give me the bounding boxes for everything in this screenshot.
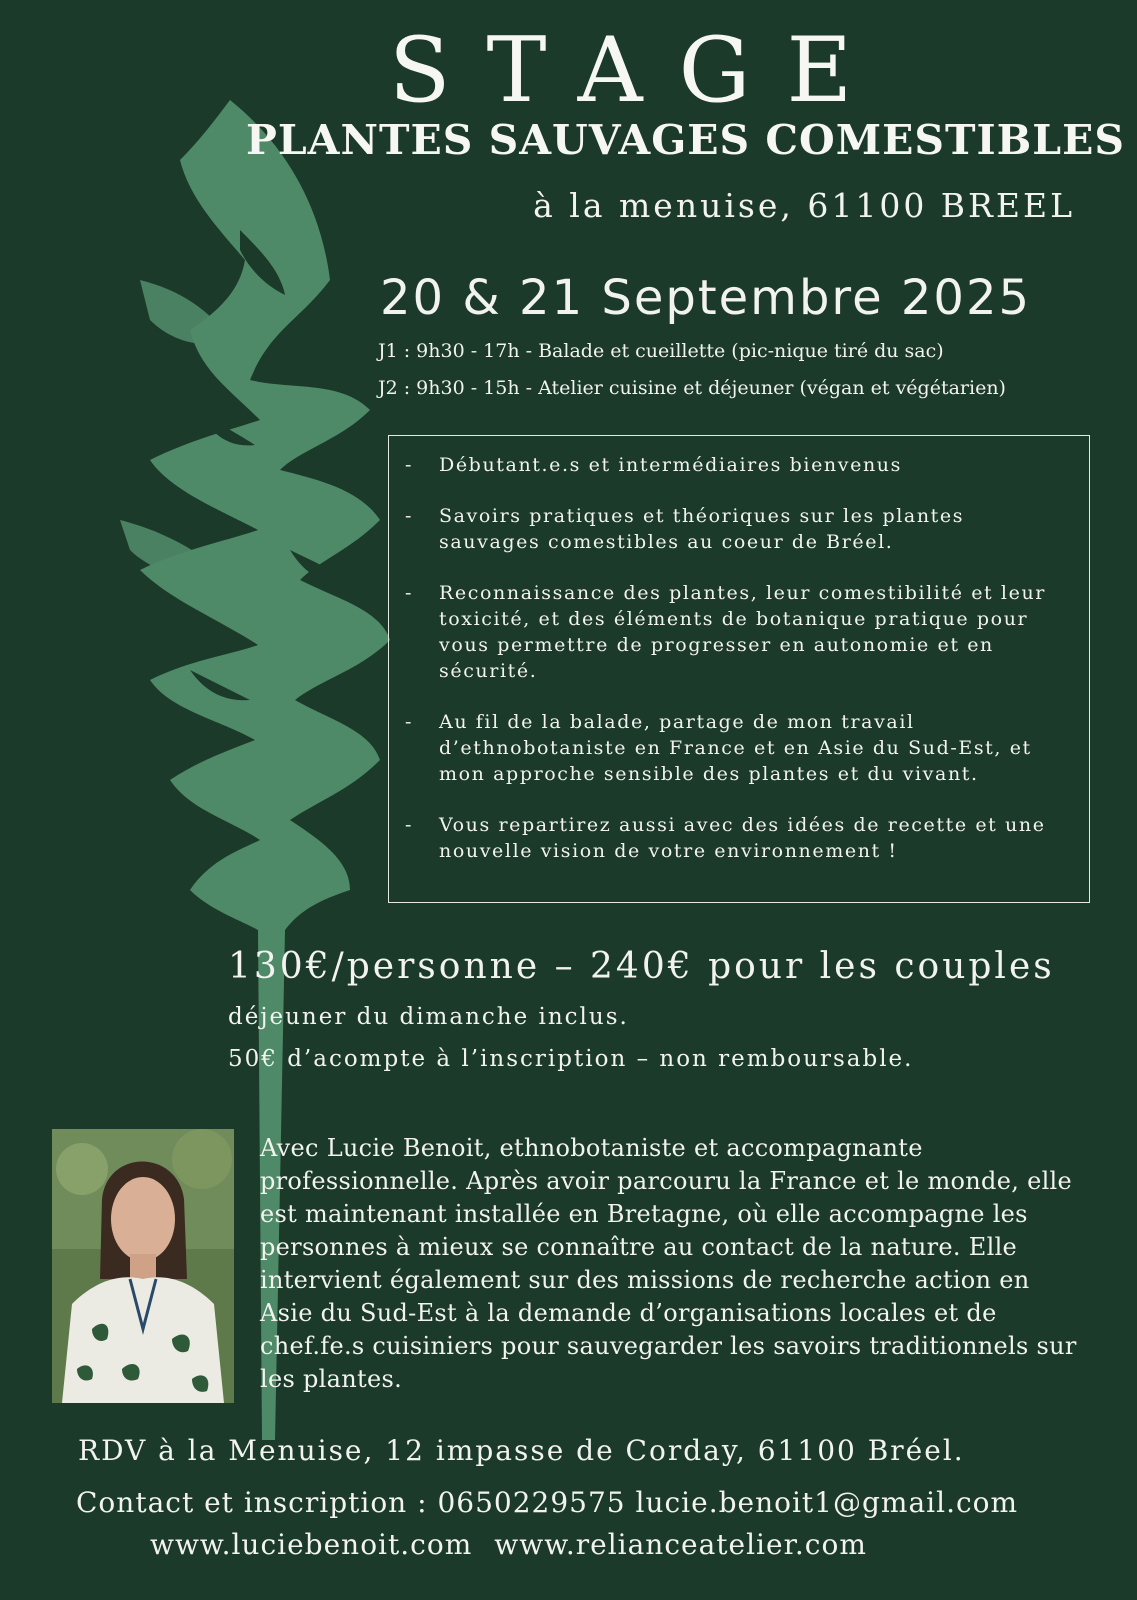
event-dates: 20 & 21 Septembre 2025 <box>380 270 1032 326</box>
bullet-dash: - <box>405 505 414 527</box>
bio-text: Avec Lucie Benoit, ethnobotaniste et accompagnante professionnelle. Après avoir parcouru la France et le monde, elle est maintenant installée en Bretagne, où elle accompagne les personnes à mieux se connaître au contact de la nature. Elle intervient également sur des missions de recherche action en Asie du Sud-Est à la demande d’organisations locales et de chef.fe.s cuisiniers pour sauvegarder les savoirs traditionnels sur les plantes. <box>260 1134 1077 1393</box>
list-item-text: Vous repartirez aussi avec des idées de recette et une nouvelle vision de votre environnement ! <box>439 814 1046 862</box>
bullet-dash: - <box>405 582 414 604</box>
website-link-1[interactable]: www.luciebenoit.com <box>150 1528 473 1561</box>
list-item <box>399 812 1071 864</box>
websites <box>150 1528 867 1561</box>
schedule-day-1: J1 : 9h30 - 17h - Balade et cueillette (pic-nique tiré du sac) <box>378 340 944 362</box>
schedule-day-2: J2 : 9h30 - 15h - Atelier cuisine et déjeuner (végan et végétarien) <box>378 377 1006 399</box>
portrait-photo <box>52 1129 234 1403</box>
location-text: à la menuise, 61100 BREEL <box>533 186 1075 225</box>
list-item-text: Au fil de la balade, partage de mon travail d’ethnobotaniste en France et en Asie du Sud-Est, et mon approche sensible des plantes et du vivant. <box>439 711 1032 785</box>
list-item-text: Débutant.e.s et intermédiaires bienvenus <box>439 454 902 476</box>
program-list <box>399 452 1071 864</box>
list-item <box>399 452 1071 478</box>
deposit-note: 50€ d’acompte à l’inscription – non remboursable. <box>228 1046 914 1072</box>
list-item-text: Savoirs pratiques et théoriques sur les plantes sauvages comestibles au coeur de Bréel. <box>439 505 965 553</box>
meeting-point: RDV à la Menuise, 12 impasse de Corday, 61100 Bréel. <box>78 1434 965 1467</box>
website-link-2[interactable]: www.relianceatelier.com <box>494 1528 867 1561</box>
list-item <box>399 709 1071 787</box>
list-item <box>399 503 1071 555</box>
page-subtitle: PLANTES SAUVAGES COMESTIBLES <box>246 116 1125 164</box>
page-title: STAGE <box>388 18 889 123</box>
price-text: 130€/personne – 240€ pour les couples <box>228 946 1055 987</box>
bullet-dash: - <box>405 711 414 733</box>
bullet-dash: - <box>405 814 414 836</box>
lunch-note: déjeuner du dimanche inclus. <box>228 1004 629 1030</box>
list-item-text: Reconnaissance des plantes, leur comestibilité et leur toxicité, et des éléments de botanique pratique pour vous permettre de progresser en autonomie et en sécurité. <box>439 582 1046 682</box>
bullet-dash: - <box>405 454 414 476</box>
program-box <box>388 435 1090 903</box>
contact-info: Contact et inscription : 0650229575 lucie.benoit1@gmail.com <box>76 1486 1019 1519</box>
list-item <box>399 580 1071 684</box>
